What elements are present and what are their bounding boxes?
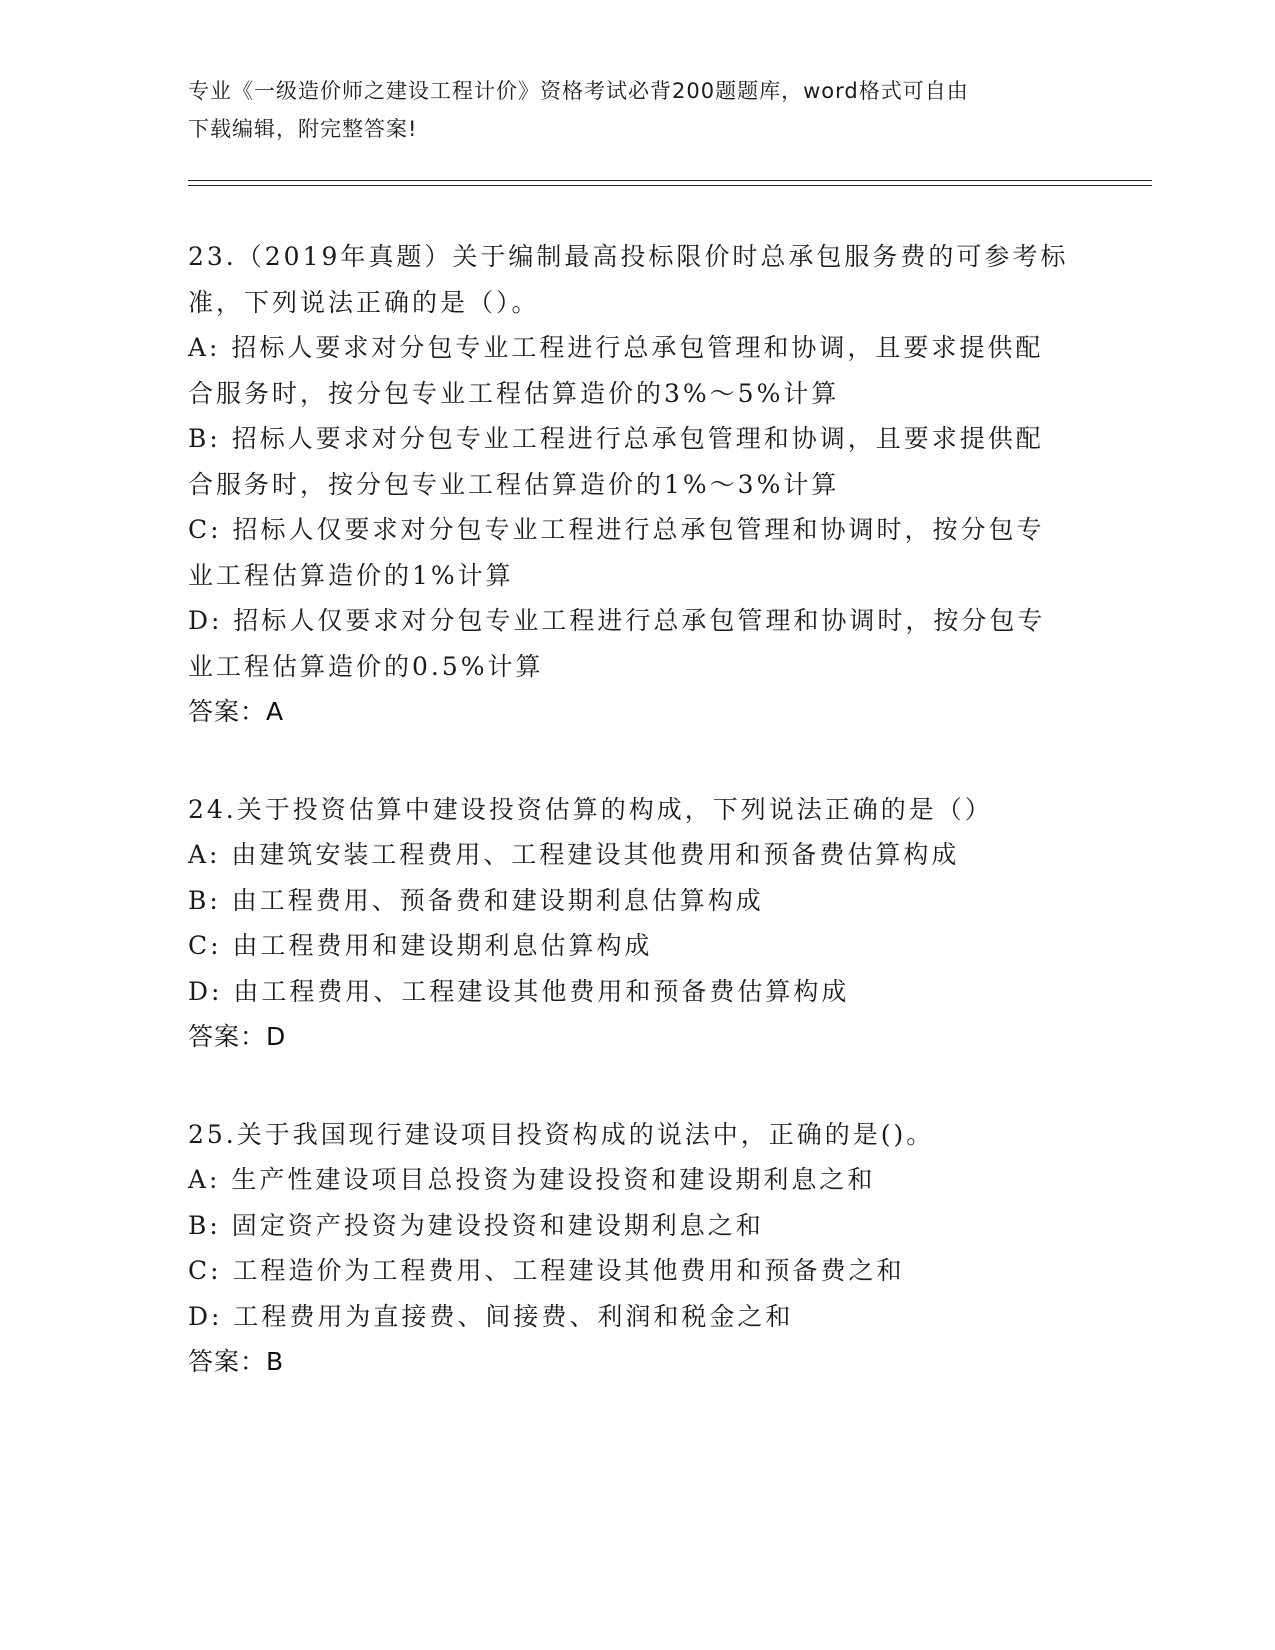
question-24 [188,787,1088,1060]
option-d: D: 由工程费用、工程建设其他费用和预备费估算构成 [188,976,850,1006]
answer-label: 答案：B [188,1347,285,1376]
question-stem: 24.关于投资估算中建设投资估算的构成，下列说法正确的是（） [188,794,993,824]
document-header [188,72,1088,148]
option-d: 业工程估算造价的0.5%计算 [188,651,544,681]
question-stem: 25.关于我国现行建设项目投资构成的说法中，正确的是()。 [188,1119,935,1149]
header-divider [188,180,1152,186]
question-stem: 23.（2019年真题）关于编制最高投标限价时总承包服务费的可参考标 [188,242,1069,271]
option-d: D: 工程费用为直接费、间接费、利润和税金之和 [188,1301,794,1331]
option-b: B: 固定资产投资为建设投资和建设期利息之和 [188,1210,764,1240]
option-c: 业工程估算造价的1%计算 [188,560,514,590]
option-a: A: 招标人要求对分包专业工程进行总承包管理和协调，且要求提供配 [188,333,1044,362]
option-c: C: 工程造价为工程费用、工程建设其他费用和预备费之和 [188,1256,905,1285]
question-23 [188,234,1088,735]
option-c: C: 由工程费用和建设期利息估算构成 [188,931,653,960]
header-line-2: 下载编辑，附完整答案! [188,117,418,141]
option-a: 合服务时，按分包专业工程估算造价的3%～5%计算 [188,378,840,408]
option-b: B: 由工程费用、预备费和建设期利息估算构成 [188,885,764,915]
question-list [188,234,1088,1437]
answer-label: 答案：A [188,697,285,726]
option-b: B: 招标人要求对分包专业工程进行总承包管理和协调，且要求提供配 [188,424,1044,453]
question-25 [188,1112,1088,1385]
option-b: 合服务时，按分包专业工程估算造价的1%～3%计算 [188,469,840,499]
header-line-1: 专业《一级造价师之建设工程计价》资格考试必背200题题库，word格式可自由 [188,79,969,103]
option-d: D: 招标人仅要求对分包专业工程进行总承包管理和协调时，按分包专 [188,606,1046,635]
option-a: A: 由建筑安装工程费用、工程建设其他费用和预备费估算构成 [188,840,960,869]
question-stem: 准，下列说法正确的是（）。 [188,287,540,317]
option-c: C: 招标人仅要求对分包专业工程进行总承包管理和协调时，按分包专 [188,515,1045,544]
answer-label: 答案：D [188,1022,287,1051]
option-a: A: 生产性建设项目总投资为建设投资和建设期利息之和 [188,1165,876,1194]
